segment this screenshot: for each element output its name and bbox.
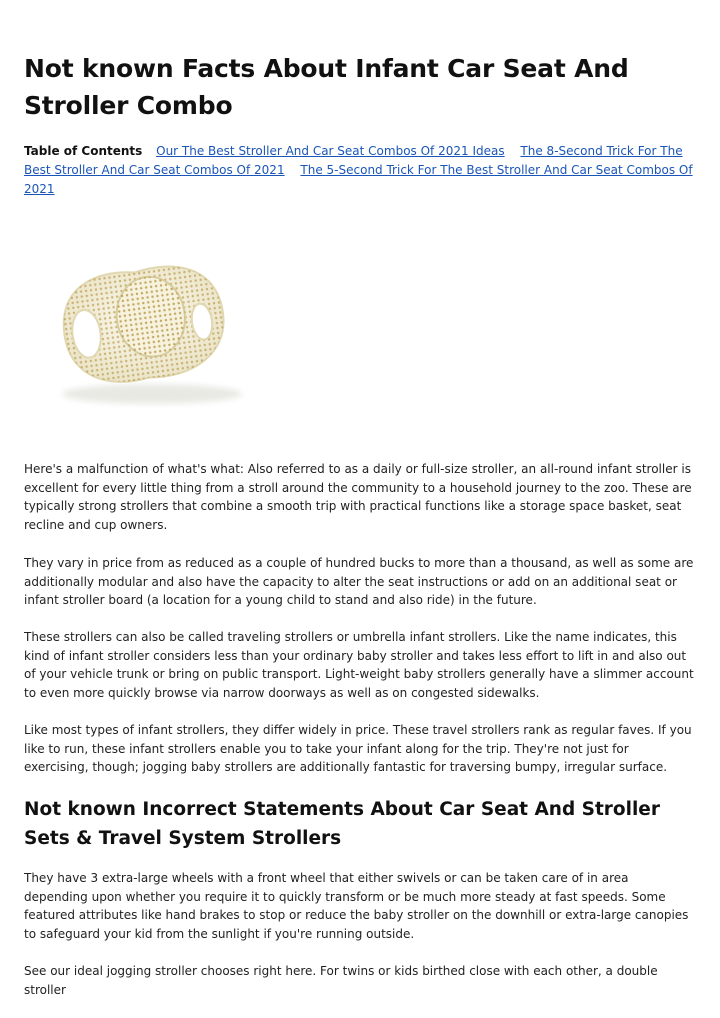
page-title: Not known Facts About Infant Car Seat And Stroller Combo <box>24 54 629 120</box>
paragraph-1 <box>24 460 696 534</box>
pacifier-icon <box>24 206 262 440</box>
toc-link-3[interactable]: The 5-Second Trick For The Best Stroller And Car Seat Combos Of 2021 <box>24 163 693 196</box>
section-heading: Not known Incorrect Statements About Car Seat And Stroller Sets & Travel System Strollers <box>24 799 660 849</box>
toc-link-1[interactable]: Our The Best Stroller And Car Seat Combos Of 2021 Ideas <box>156 144 505 158</box>
toc-label: Table of Contents <box>24 144 143 158</box>
paragraph-4 <box>24 721 696 777</box>
paragraph-text: Here's a malfunction of what's what: Also referred to as a daily or full-size stroller, an all-round infant stroller is excellent for every little thing from a stroll around the community to a household journey to the zoo. These are typically strong strollers that combine a smooth trip with practical functions like a storage space basket, seat recline and cup owners. <box>24 462 692 532</box>
paragraph-5 <box>24 869 696 943</box>
paragraph-text: They have 3 extra-large wheels with a front wheel that either swivels or can be taken care of in area depending upon whether you require it to quickly transform or be much more steady at fast speeds. Some featured attributes like hand brakes to stop or reduce the baby stroller on the downhill or extra-large canopies to safeguard your kid from the sunlight if you're running outside. <box>24 871 689 941</box>
paragraph-text: Like most types of infant strollers, they differ widely in price. These travel strollers rank as regular faves. If you like to run, these infant strollers enable you to take your infant along for the trip. They're not just for exercising, though; jogging baby strollers are additionally fantastic for traversing bumpy, irregular surface. <box>24 723 692 775</box>
paragraph-text: These strollers can also be called traveling strollers or umbrella infant strollers. Like the name indicates, this kind of infant stroller considers less than your ordinary baby stroller and takes less effort to lift in and also out of your vehicle trunk or bring on public transport. Light-weight baby strollers generally have a slimmer account to even more quickly browse via narrow doorways as well as on congested sidewalks. <box>24 630 694 700</box>
toc-link-2[interactable]: The 8-Second Trick For The Best Stroller And Car Seat Combos Of 2021 <box>24 144 683 177</box>
paragraph-6 <box>24 962 696 999</box>
paragraph-3 <box>24 628 696 702</box>
paragraph-text: See our ideal jogging stroller chooses right here. For twins or kids birthed close with each other, a double stroller <box>24 964 658 997</box>
pacifier-image <box>24 206 262 440</box>
paragraph-text: They vary in price from as reduced as a couple of hundred bucks to more than a thousand, as well as some are additionally modular and also have the capacity to alter the seat instructions or add on an additional seat or infant stroller board (a location for a young child to stand and also ride) in the future. <box>24 556 694 608</box>
table-of-contents <box>24 142 696 199</box>
paragraph-2 <box>24 554 696 610</box>
